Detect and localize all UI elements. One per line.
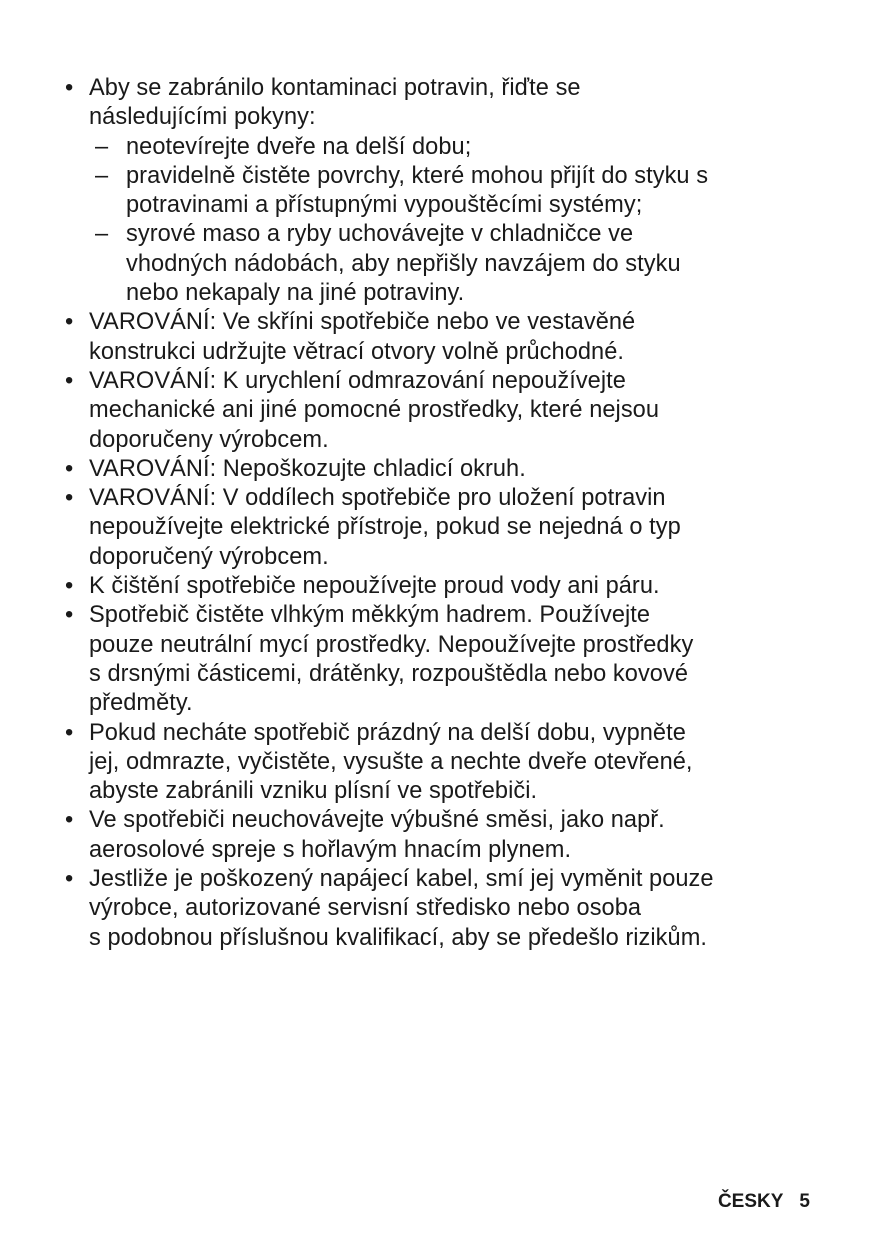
text-line: • Spotřebič čistěte vlhkým měkkým hadrem. Používejte	[89, 602, 651, 629]
text-line: • VAROVÁNÍ: K urychlení odmrazování nepoužívejte	[89, 367, 626, 394]
text-line: výrobce, autorizované servisní středisko nebo osoba	[89, 895, 642, 922]
text-line: – neotevírejte dveře na delší dobu;	[126, 133, 472, 160]
text-line: – pravidelně čistěte povrchy, které mohou přijít do styku s	[126, 162, 709, 189]
text-line: • VAROVÁNÍ: V oddílech spotřebiče pro uložení potravin	[89, 485, 666, 512]
text-line: nepoužívejte elektrické přístroje, pokud se nejedná o typ	[89, 514, 681, 541]
bullet-item	[62, 484, 822, 572]
footer-language: ČESKY	[717, 1191, 784, 1212]
bullet-item	[62, 806, 822, 865]
text-line: konstrukci udržujte větrací otvory volně průchodné.	[89, 338, 624, 365]
text-line: doporučený výrobcem.	[89, 543, 329, 570]
sub-list-item	[95, 220, 828, 308]
text-line: jej, odmrazte, vyčistěte, vysušte a nechte dveře otevřené,	[89, 748, 693, 775]
text-line: aerosolové spreje s hořlavým hnacím plynem.	[89, 836, 572, 863]
bullet-item	[62, 719, 822, 807]
text-line: • VAROVÁNÍ: Nepoškozujte chladicí okruh.	[89, 455, 526, 482]
sub-list-item	[95, 162, 828, 221]
text-line: s podobnou příslušnou kvalifikací, aby se předešlo rizikům.	[89, 924, 708, 951]
bullet-item	[62, 601, 822, 718]
bullet-item	[62, 455, 822, 484]
bullet-item	[62, 865, 822, 953]
safety-instructions	[62, 74, 822, 953]
text-line: • Pokud necháte spotřebič prázdný na delší dobu, vypněte	[89, 719, 686, 746]
bullet-item	[62, 74, 822, 308]
sub-list-item	[95, 133, 828, 162]
text-line: – syrové maso a ryby uchovávejte v chladničce ve	[126, 221, 634, 248]
text-line: potravinami a přístupnými vypouštěcími systémy;	[126, 192, 643, 219]
text-line: abyste zabránili vzniku plísní ve spotřebiči.	[89, 778, 538, 805]
text-line: pouze neutrální mycí prostředky. Nepoužívejte prostředky	[89, 631, 694, 658]
sub-list	[89, 133, 822, 309]
text-line: • Ve spotřebiči neuchovávejte výbušné směsi, jako např.	[89, 807, 665, 834]
text-line: nebo nekapaly na jiné potraviny.	[126, 280, 465, 307]
text-line: předměty.	[89, 690, 193, 717]
text-line: následujícími pokyny:	[89, 104, 316, 131]
text-line: • Jestliže je poškozený napájecí kabel, smí jej vyměnit pouze	[89, 866, 714, 893]
text-line: • K čištění spotřebiče nepoužívejte proud vody ani páru.	[89, 573, 660, 600]
bullet-item	[62, 572, 822, 601]
text-line: vhodných nádobách, aby nepřišly navzájem do styku	[126, 250, 681, 277]
text-line: mechanické ani jiné pomocné prostředky, které nejsou	[89, 397, 660, 424]
text-line: doporučeny výrobcem.	[89, 426, 329, 453]
page-number: 5	[799, 1191, 810, 1212]
bullet-item	[62, 308, 822, 367]
text-line: s drsnými částicemi, drátěnky, rozpouštědla nebo kovové	[89, 660, 688, 687]
text-line: • VAROVÁNÍ: Ve skříni spotřebiče nebo ve vestavěné	[89, 309, 636, 336]
bullet-item	[62, 367, 822, 455]
page-footer	[718, 1190, 810, 1214]
bullet-list	[62, 74, 822, 953]
text-line: • Aby se zabránilo kontaminaci potravin, řiďte se	[89, 75, 581, 101]
